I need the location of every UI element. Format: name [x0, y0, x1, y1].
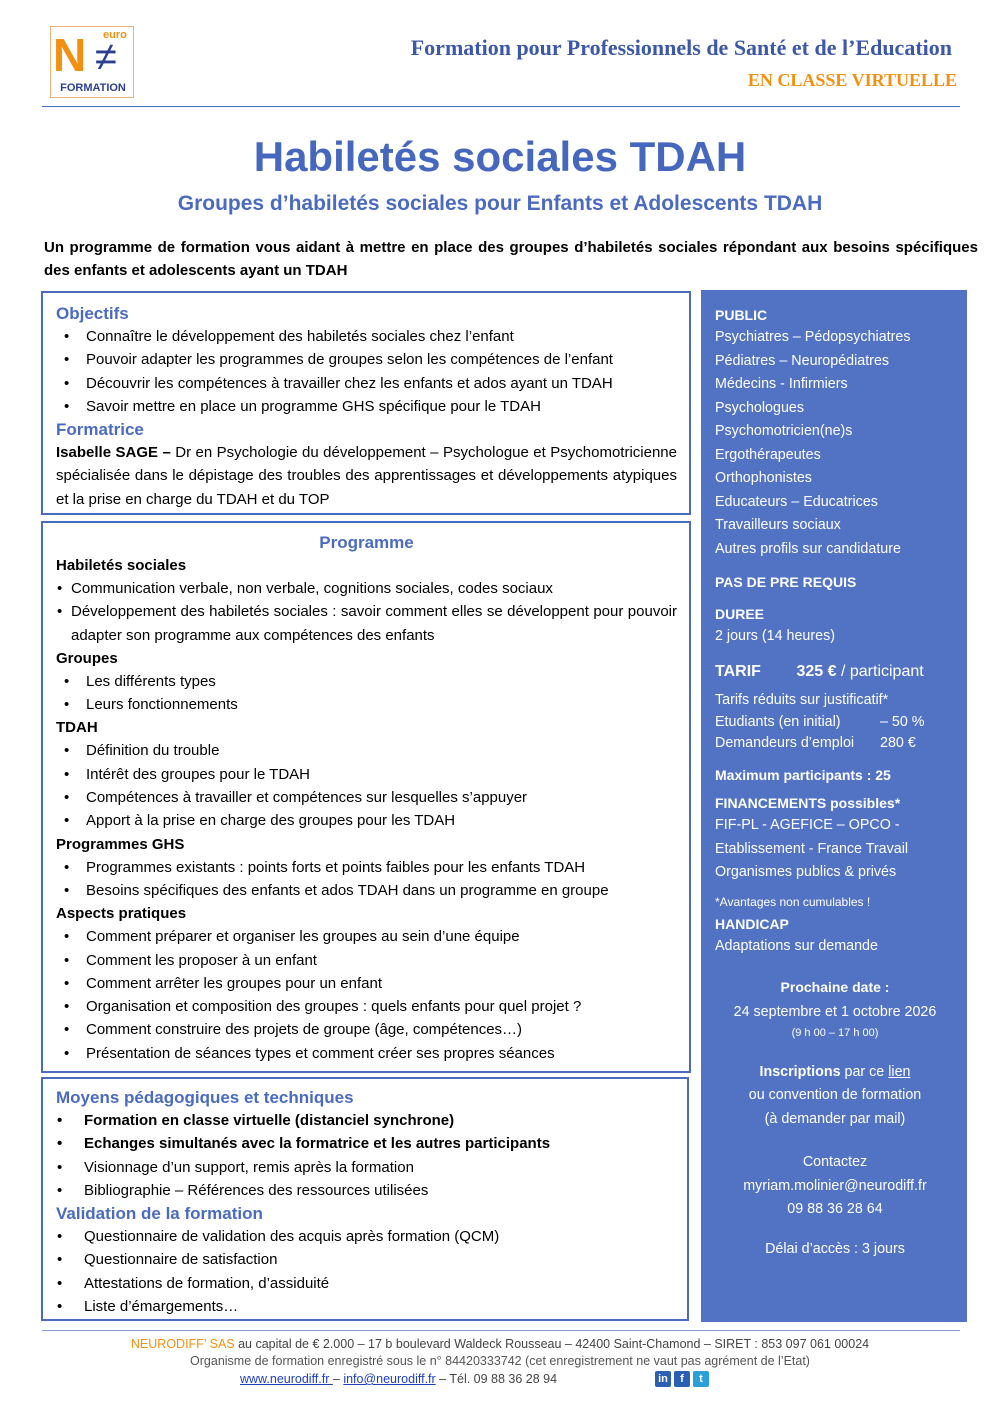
public-item: Psychiatres – Pédopsychiatres: [715, 329, 911, 345]
moyens-title: Moyens pédagogiques et techniques: [56, 1088, 354, 1107]
footer-tel: – Tél. 09 88 36 28 94: [435, 1372, 558, 1386]
list-item: • Liste d’émargements…: [56, 1295, 675, 1318]
list-item: • Intérêt des groupes pour le TDAH: [56, 763, 677, 786]
neurodiff-logo: [50, 26, 134, 98]
logo-neq: ≠: [95, 35, 117, 79]
formatrice-bio: Dr en Psychologie du développement – Psychologue et Psychomotricienne spécialisée dans le dépistage des troubles des apprentissages et développements atypiques et la prise en charge du TDAH et du TOP: [56, 444, 677, 508]
tarif-price: 325 €: [796, 662, 837, 680]
list-item: • Présentation de séances types et comment créer ses propres séances: [56, 1042, 677, 1065]
etudiants-row: [715, 712, 955, 733]
footer-divider: [42, 1330, 960, 1331]
list-item: • Programmes existants : points forts et points faibles pour les enfants TDAH: [56, 856, 677, 879]
tarif-label: TARIF: [715, 662, 761, 680]
inscription-link[interactable]: lien: [888, 1063, 911, 1080]
prochaine-date: 24 septembre et 1 octobre 2026: [733, 1004, 937, 1020]
financement-item: Organismes publics & privés: [715, 864, 897, 880]
info-sidebar: [701, 290, 967, 1322]
handicap-title: HANDICAP: [715, 915, 789, 932]
intro-text: Un programme de formation vous aidant à mettre en place des groupes d’habiletés sociales répondant aux besoins spécifiques des enfants et adolescents ayant un TDAH: [44, 239, 978, 279]
list-item: • Les différents types: [56, 670, 677, 693]
moyens-list: [56, 1109, 675, 1202]
moyens-box: [41, 1077, 689, 1321]
handicap-value: Adaptations sur demande: [715, 937, 878, 954]
header-subtitle: EN CLASSE VIRTUELLE: [747, 70, 957, 90]
list-item: • Besoins spécifiques des enfants et ados TDAH dans un programme en groupe: [56, 879, 677, 902]
aspects-title: Aspects pratiques: [56, 905, 187, 923]
inscriptions-mid: par ce: [840, 1063, 889, 1080]
page-title: Habiletés sociales TDAH: [253, 133, 747, 180]
contact-email[interactable]: myriam.molinier@neurodiff.fr: [743, 1177, 927, 1194]
list-item: • Leurs fonctionnements: [56, 693, 677, 716]
list-item: • Comment les proposer à un enfant: [56, 949, 677, 972]
list-item: • Attestations de formation, d’assiduité: [56, 1272, 675, 1295]
contact-title: Contactez: [802, 1154, 868, 1170]
delai-acces: Délai d’accès : 3 jours: [765, 1240, 905, 1257]
duree-value: 2 jours (14 heures): [715, 628, 835, 644]
list-item: • Connaître le développement des habiletés sociales chez l’enfant: [56, 325, 677, 348]
objectifs-list: [56, 325, 677, 418]
objectifs-title: Objectifs: [56, 304, 129, 323]
formatrice-text: [56, 441, 677, 511]
footer-line1: [0, 1337, 1000, 1351]
objectifs-box: [41, 291, 691, 515]
logo-euro: euro: [103, 29, 127, 41]
contact-phone: 09 88 36 28 64: [787, 1201, 883, 1217]
footer-sep: –: [332, 1372, 344, 1386]
demandeurs-label: Demandeurs d’emploi: [715, 735, 855, 751]
programme-title: Programme: [319, 533, 414, 552]
list-item: • Développement des habiletés sociales : savoir comment elles se développent pour pouvoir adapter son programme aux compétences des enfants: [56, 600, 677, 647]
footer-address: au capital de € 2.000 – 17 b boulevard Waldeck Rousseau – 42400 Saint-Chamond – SIRET : 853 097 061 00024: [234, 1337, 870, 1351]
tarif-unit: / participant: [836, 662, 924, 680]
groupes-list: [56, 670, 677, 717]
list-item: • Bibliographie – Références des ressources utilisées: [56, 1179, 675, 1202]
list-item: • Comment arrêter les groupes pour un enfant: [56, 972, 677, 995]
financements-title: FINANCEMENTS possibles*: [715, 795, 901, 811]
list-item: • Compétences à travailler et compétences sur lesquelles s’appuyer: [56, 786, 677, 809]
footer-site-link[interactable]: www.neurodiff.fr: [240, 1372, 333, 1386]
demandeurs-row: [715, 733, 955, 754]
tdah-title: TDAH: [56, 719, 98, 737]
duree-title: DUREE: [715, 606, 765, 622]
linkedin-icon[interactable]: in: [655, 1371, 671, 1387]
public-item: Orthophonistes: [715, 470, 812, 486]
formatrice-name: Isabelle SAGE –: [56, 444, 171, 462]
demandeurs-value: 280 €: [880, 735, 916, 751]
list-item: • Echanges simultanés avec la formatrice et les autres participants: [56, 1132, 675, 1155]
facebook-icon[interactable]: f: [674, 1371, 690, 1387]
header-divider: [42, 106, 960, 107]
inscriptions-line3: (à demander par mail): [764, 1110, 906, 1127]
footer-line2: Organisme de formation enregistré sous le n° 84420333742 (cet enregistrement ne vaut pas agrément de l’Etat): [190, 1354, 810, 1368]
tarif-line: [715, 659, 955, 685]
public-item: Travailleurs sociaux: [715, 517, 841, 533]
habiletes-title: Habiletés sociales: [56, 557, 187, 574]
tdah-list: [56, 739, 677, 832]
logo-formation: FORMATION: [60, 82, 126, 94]
ghs-title: Programmes GHS: [56, 835, 185, 853]
page-subtitle: Groupes d’habiletés sociales pour Enfants et Adolescents TDAH: [177, 192, 823, 215]
max-participants: Maximum participants : 25: [715, 767, 891, 783]
validation-title: Validation de la formation: [56, 1204, 263, 1224]
habiletes-list: [56, 577, 677, 647]
list-item: • Communication verbale, non verbale, cognitions sociales, codes sociaux: [56, 577, 677, 600]
header-title: Formation pour Professionnels de Santé et de l’Education: [410, 35, 952, 60]
footer-line3: [240, 1372, 557, 1386]
list-item: • Savoir mettre en place un programme GHS spécifique pour le TDAH: [56, 395, 677, 418]
groupes-title: Groupes: [56, 649, 118, 667]
prochaine-title: Prochaine date :: [780, 979, 890, 995]
footer-email-link[interactable]: info@neurodiff.fr: [343, 1372, 436, 1386]
list-item: • Visionnage d’un support, remis après la formation: [56, 1156, 675, 1179]
validation-list: [56, 1225, 675, 1318]
list-item: • Formation en classe virtuelle (distanciel synchrone): [56, 1109, 675, 1132]
public-item: Pédiatres – Neuropédiatres: [715, 352, 890, 369]
list-item: • Pouvoir adapter les programmes de groupes selon les compétences de l’enfant: [56, 348, 677, 371]
list-item: • Comment construire des projets de groupe (âge, compétences…): [56, 1018, 677, 1041]
public-title: PUBLIC: [715, 307, 768, 323]
public-item: Psychologues: [715, 399, 805, 416]
formatrice-title: Formatrice: [56, 420, 144, 440]
inscriptions-label: Inscriptions: [759, 1063, 841, 1080]
list-item: • Questionnaire de satisfaction: [56, 1248, 675, 1271]
financement-item: Etablissement - France Travail: [715, 840, 909, 857]
avantages-note: *Avantages non cumulables !: [715, 894, 871, 909]
list-item: • Apport à la prise en charge des groupes pour les TDAH: [56, 809, 677, 832]
twitter-icon[interactable]: t: [693, 1371, 709, 1387]
public-item: Educateurs – Educatrices: [715, 493, 878, 510]
public-item: Médecins - Infirmiers: [715, 376, 848, 392]
public-item: Psychomotricien(ne)s: [715, 423, 853, 439]
public-item: Ergothérapeutes: [715, 446, 821, 463]
aspects-list: [56, 925, 677, 1065]
list-item: • Organisation et composition des groupes : quels enfants pour quel projet ?: [56, 995, 677, 1018]
tarifs-reduits: Tarifs réduits sur justificatif*: [715, 691, 889, 708]
etudiants-label: Etudiants (en initial): [715, 714, 841, 730]
programme-box: [41, 521, 691, 1073]
social-links: [655, 1371, 709, 1387]
public-item: Autres profils sur candidature: [715, 540, 901, 557]
list-item: • Comment préparer et organiser les groupes au sein d’une équipe: [56, 925, 677, 948]
horaire: (9 h 00 – 17 h 00): [791, 1026, 879, 1039]
financement-item: FIF-PL - AGEFICE – OPCO -: [715, 817, 900, 833]
list-item: • Définition du trouble: [56, 739, 677, 762]
prerequis: PAS DE PRE REQUIS: [715, 574, 857, 590]
footer-company: NEURODIFF’ SAS: [130, 1337, 235, 1351]
list-item: • Découvrir les compétences à travailler chez les enfants et ados ayant un TDAH: [56, 372, 677, 395]
etudiants-value: – 50 %: [880, 714, 925, 730]
logo-n: N: [53, 29, 87, 81]
list-item: • Questionnaire de validation des acquis après formation (QCM): [56, 1225, 675, 1248]
ghs-list: [56, 856, 677, 903]
inscriptions-line2: ou convention de formation: [748, 1087, 922, 1103]
inscriptions-line: [715, 1061, 955, 1085]
